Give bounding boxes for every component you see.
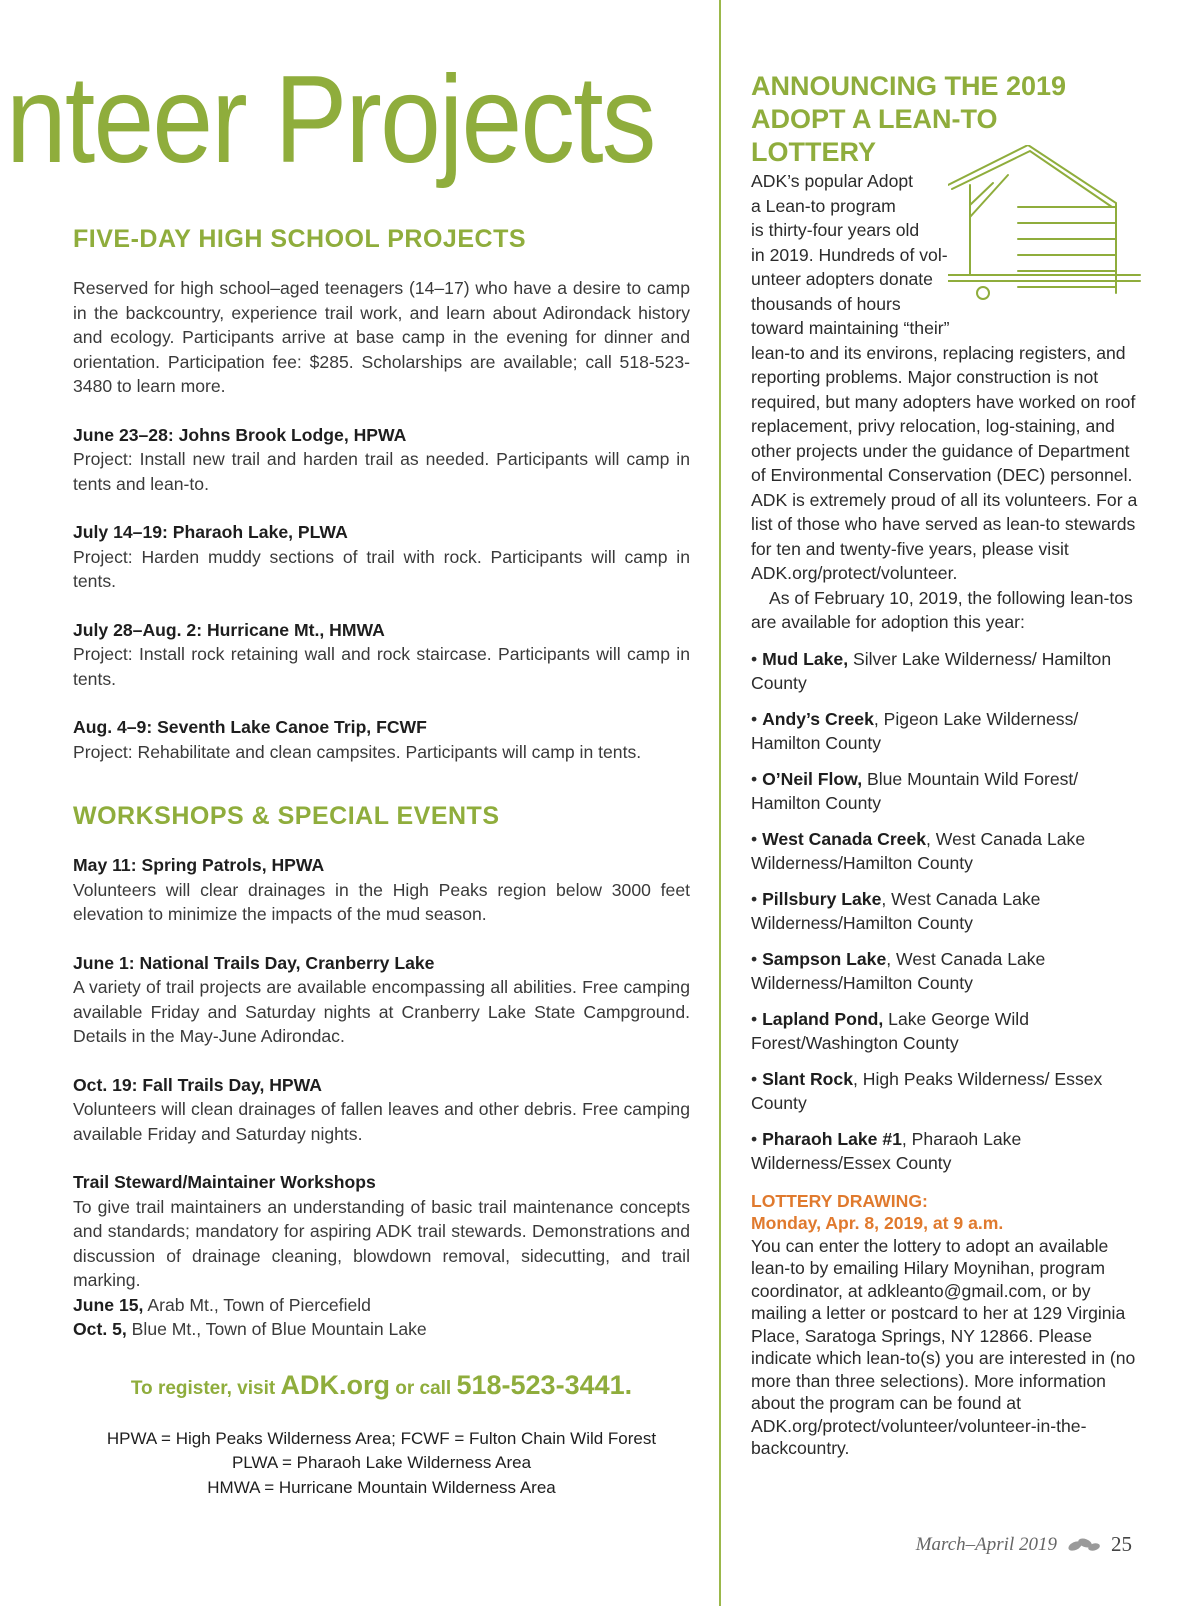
workshop-place: Arab Mt., Town of Piercefield bbox=[147, 1294, 371, 1315]
register-pre: To register, visit bbox=[130, 1377, 281, 1399]
lottery-instructions: You can enter the lottery to adopt an available lean-to by emailing Hilary Moynihan, program coordinator, at adkleanto@gmail.com, or by mailing a letter or postcard to her at 129 Virginia Place, Saratoga Springs, NY 12866. Please indicate which lean-to(s) you are interested in (no more than three selections). More information about the program can be found at ADK.org/protect/volunteer/volunteer-in-the-backcountry. bbox=[751, 1235, 1136, 1458]
workshop-date-row bbox=[73, 1293, 690, 1318]
lottery-title-line: ADOPT A LEAN-TO bbox=[751, 104, 998, 134]
lottery-body-text: lean-to and its environs, replacing registers, and reporting problems. Major construction is not required, but many adopters have worked on roof replacement, privy relocation, log-staining, and other projects under the guidance of Department of Environmental Conservation (DEC) personnel. ADK is extremely proud of all its volunteers. For a list of those who have served as lean-to stewards for ten and twenty-five years, please visit ADK.org/protect/volunteer. bbox=[751, 342, 1138, 583]
list-item: • Andy’s Creek, Pigeon Lake Wilderness/ Hamilton County bbox=[751, 708, 1079, 753]
lean-to-name: Andy’s Creek bbox=[762, 708, 874, 729]
wrap-line: in 2019. Hundreds of vol- bbox=[751, 244, 948, 265]
issue-date: March–April 2019 bbox=[915, 1533, 1057, 1555]
register-phone: 518-523-3441. bbox=[456, 1369, 633, 1400]
lottery-drawing-head bbox=[751, 1190, 1141, 1235]
hs-project-desc: Project: Harden muddy sections of trail with rock. Participants will camp in tents. bbox=[73, 546, 690, 591]
workshop-item bbox=[73, 1170, 690, 1293]
list-item: • Pharaoh Lake #1, Pharaoh Lake Wilderness/Essex County bbox=[751, 1128, 1022, 1173]
lottery-drawing-label: LOTTERY DRAWING: bbox=[751, 1190, 928, 1211]
hs-project-head: June 23–28: Johns Brook Lodge, HPWA bbox=[73, 424, 407, 445]
lottery-body-second: As of February 10, 2019, the following lean-tos are available for adoption this year: bbox=[751, 587, 1133, 632]
lean-to-name: Pharaoh Lake #1 bbox=[762, 1128, 902, 1149]
section-title-high-school: FIVE-DAY HIGH SCHOOL PROJECTS bbox=[73, 225, 527, 253]
lean-to-location: Lake George Wild Forest/Washington County bbox=[751, 1008, 1029, 1053]
lottery-title-line: ANNOUNCING THE 2019 bbox=[751, 71, 1067, 101]
event-desc: A variety of trail projects are available encompassing all abilities. Free camping available Friday and Saturday nights at Cranberry Lake State Campground. Details in the May-June Adirondac. bbox=[73, 977, 690, 1046]
event-desc: Volunteers will clean drainages of fallen leaves and other debris. Free camping available Friday and Saturday nights. bbox=[73, 1099, 690, 1144]
wrap-lines bbox=[751, 169, 1141, 341]
lean-to-list bbox=[751, 647, 1141, 1176]
event-head: Oct. 19: Fall Trails Day, HPWA bbox=[73, 1074, 323, 1095]
lean-to-name: O’Neil Flow, bbox=[762, 768, 863, 789]
list-item: • Lapland Pond, Lake George Wild Forest/Washington County bbox=[751, 1008, 1029, 1053]
register-mid: or call bbox=[389, 1377, 457, 1399]
list-item: • Slant Rock, High Peaks Wilderness/ Essex County bbox=[751, 1068, 1103, 1113]
lottery-body bbox=[751, 169, 1141, 635]
register-site-link[interactable]: ADK.org bbox=[280, 1369, 390, 1400]
hs-project-head: Aug. 4–9: Seventh Lake Canoe Trip, FCWF bbox=[73, 717, 427, 737]
workshop-date: Oct. 5, bbox=[73, 1319, 127, 1339]
event-head: June 1: National Trails Day, Cranberry Lake bbox=[73, 952, 435, 973]
list-item: • O’Neil Flow, Blue Mountain Wild Forest/ Hamilton County bbox=[751, 768, 1079, 813]
list-item: • West Canada Creek, West Canada Lake Wilderness/Hamilton County bbox=[751, 828, 1086, 873]
page-number: 25 bbox=[1111, 1532, 1132, 1556]
lean-to-name: Mud Lake, bbox=[762, 648, 849, 669]
list-item: • Mud Lake, Silver Lake Wilderness/ Hamilton County bbox=[751, 648, 1112, 693]
lean-to-name: West Canada Creek bbox=[762, 828, 927, 849]
lean-to-name: Pillsbury Lake bbox=[762, 888, 882, 909]
register-line bbox=[73, 1370, 690, 1401]
event-item bbox=[73, 1073, 690, 1147]
abbreviation-line: HPWA = High Peaks Wilderness Area; FCWF = Fulton Chain Wild Forest bbox=[106, 1428, 657, 1448]
right-column bbox=[751, 70, 1141, 1460]
list-item: • Sampson Lake, West Canada Lake Wilderness/Hamilton County bbox=[751, 948, 1046, 993]
event-item bbox=[73, 951, 690, 1049]
left-column bbox=[73, 225, 690, 1500]
abbreviation-line: HMWA = Hurricane Mountain Wilderness Area bbox=[207, 1477, 556, 1497]
workshop-dates bbox=[73, 1293, 690, 1342]
hs-project bbox=[73, 423, 690, 497]
lean-to-location: , Pharaoh Lake Wilderness/Essex County bbox=[751, 1128, 1022, 1173]
workshop-desc: To give trail maintainers an understanding of basic trail maintenance concepts and standards; mandatory for aspiring ADK trail stewards. Demonstrations and discussion of drainage cleaning, blowdown removal, sidecutting, and trail marking. bbox=[73, 1196, 690, 1290]
wrap-line: thousands of hours bbox=[751, 293, 901, 314]
list-item: • Pillsbury Lake, West Canada Lake Wilderness/Hamilton County bbox=[751, 888, 1041, 933]
lean-to-name: Lapland Pond, bbox=[762, 1008, 884, 1029]
lottery-drawing-date: Monday, Apr. 8, 2019, at 9 a.m. bbox=[751, 1213, 1004, 1233]
wrap-line: is thirty-four years old bbox=[751, 220, 920, 240]
lean-to-location: , West Canada Lake Wilderness/Hamilton County bbox=[751, 948, 1046, 993]
wrap-line: a Lean-to program bbox=[751, 195, 896, 216]
section-title-workshops: WORKSHOPS & SPECIAL EVENTS bbox=[73, 802, 500, 830]
workshop-date-row bbox=[73, 1317, 690, 1342]
lean-to-location: , High Peaks Wilderness/ Essex County bbox=[751, 1068, 1103, 1113]
hs-project-desc: Project: Install new trail and harden trail as needed. Participants will camp in tents and lean-to. bbox=[73, 449, 690, 494]
lean-to-name: Sampson Lake bbox=[762, 948, 887, 969]
wrap-line: ADK’s popular Adopt bbox=[751, 171, 914, 191]
hs-project-head: July 14–19: Pharaoh Lake, PLWA bbox=[73, 522, 348, 542]
wrap-line: toward maintaining “their” bbox=[751, 318, 950, 338]
hs-project bbox=[73, 618, 690, 692]
abbreviation-line: PLWA = Pharaoh Lake Wilderness Area bbox=[231, 1453, 532, 1472]
event-head: May 11: Spring Patrols, HPWA bbox=[73, 855, 325, 875]
lean-to-location: , Pigeon Lake Wilderness/ Hamilton County bbox=[751, 708, 1079, 753]
wrap-line: unteer adopters donate bbox=[751, 269, 933, 289]
workshop-place: Blue Mt., Town of Blue Mountain Lake bbox=[131, 1319, 427, 1339]
high-school-intro: Reserved for high school–aged teenagers (14–17) who have a desire to camp in the backcountry, experience trail work, and learn about Adirondack history and ecology. Participants arrive at base camp in the evening for dinner and orientation. Participation fee: $285. Scholarships are available; call 518-523-3480 to learn more. bbox=[73, 278, 690, 396]
workshop-head: Trail Steward/Maintainer Workshops bbox=[73, 1172, 376, 1192]
event-item bbox=[73, 853, 690, 927]
column-divider bbox=[719, 0, 721, 1606]
leaf-ornament-icon bbox=[1067, 1536, 1101, 1554]
lean-to-location: Blue Mountain Wild Forest/ Hamilton County bbox=[751, 768, 1079, 813]
lean-to-name: Slant Rock bbox=[762, 1068, 853, 1089]
hs-project-head: July 28–Aug. 2: Hurricane Mt., HMWA bbox=[73, 619, 385, 640]
event-desc: Volunteers will clear drainages in the High Peaks region below 3000 feet elevation to minimize the impacts of the mud season. bbox=[73, 879, 690, 924]
abbreviation-key bbox=[73, 1427, 690, 1501]
workshop-date: June 15, bbox=[73, 1294, 144, 1315]
lean-to-location: , West Canada Lake Wilderness/Hamilton County bbox=[751, 888, 1041, 933]
hs-project bbox=[73, 520, 690, 594]
page-title: nteer Projects bbox=[6, 51, 655, 189]
lottery-title bbox=[751, 70, 1141, 169]
lottery-title-line: LOTTERY bbox=[751, 137, 876, 167]
hs-project-desc: Project: Install rock retaining wall and rock staircase. Participants will camp in tents. bbox=[73, 644, 690, 689]
lean-to-location: Silver Lake Wilderness/ Hamilton County bbox=[751, 648, 1112, 693]
page-footer bbox=[916, 1532, 1132, 1557]
lean-to-location: , West Canada Lake Wilderness/Hamilton County bbox=[751, 828, 1086, 873]
hs-project bbox=[73, 715, 690, 764]
hs-project-desc: Project: Rehabilitate and clean campsites. Participants will camp in tents. bbox=[73, 741, 642, 762]
